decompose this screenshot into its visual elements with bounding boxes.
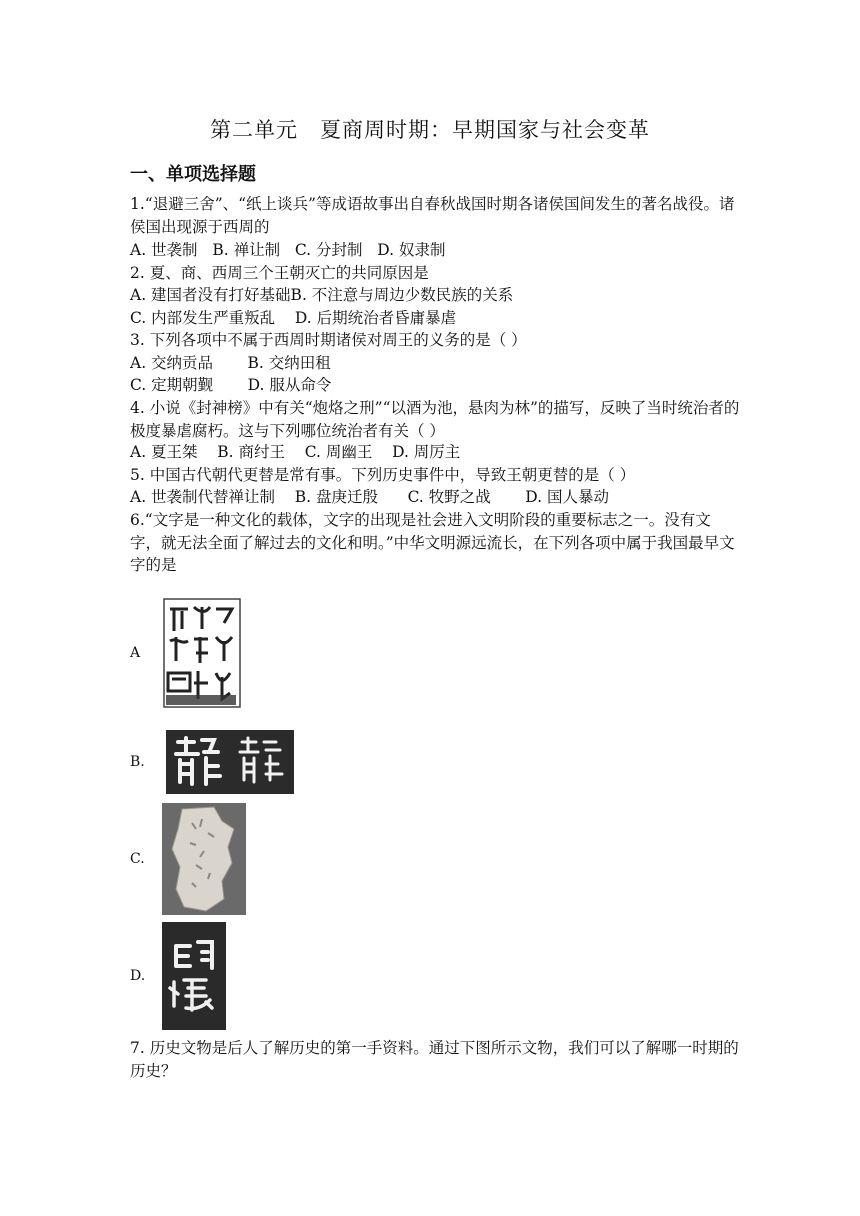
dragon-characters-image <box>166 730 294 794</box>
image-option-a <box>130 597 242 709</box>
oracle-bone-image <box>162 803 246 915</box>
image-option-label: D. <box>130 968 146 984</box>
question-2-stem: 2. 夏、商、西周三个王朝灭亡的共同原因是 <box>130 264 429 282</box>
image-option-d <box>130 922 226 1030</box>
image-option-label: C. <box>130 851 145 867</box>
question-4-options: A. 夏王桀 B. 商纣王 C. 周幽王 D. 周厉主 <box>130 443 461 461</box>
page-title: 第二单元 夏商周时期：早期国家与社会变革 <box>210 118 650 142</box>
question-3-options-line1: A. 交纳贡品 B. 交纳田租 <box>130 354 331 372</box>
question-3-stem: 3. 下列各项中不属于西周时期诸侯对周王的义务的是（ ） <box>130 331 527 349</box>
question-6-stem: 6.“文字是一种文化的载体，文字的出现是社会进入文明阶段的重要标志之一。没有文字，就无法全面了解过去的文化和明。”中华文明源远流长，在下列各项中属于我国最早文字的是 <box>130 511 735 574</box>
question-2-options-line1: A. 建国者没有打好基础B. 不注意与周边少数民族的关系 <box>130 286 514 304</box>
image-option-c <box>130 803 246 915</box>
question-5-stem: 5. 中国古代朝代更替是常有事。下列历史事件中，导致王朝更替的是（ ） <box>130 466 636 484</box>
seal-script-image <box>162 597 242 709</box>
section-heading: 一、单项选择题 <box>130 164 256 185</box>
calligraphy-image <box>162 922 226 1030</box>
question-5-options: A. 世袭制代替禅让制 B. 盘庚迁殷 C. 牧野之战 D. 国人暴动 <box>130 488 609 506</box>
question-1-stem: 1.“退避三舍”、“纸上谈兵”等成语故事出自春秋战国时期各诸侯国间发生的著名战役。诸侯国出现源于西周的 <box>130 195 735 236</box>
image-option-b <box>130 730 294 794</box>
image-option-label: A <box>130 645 141 661</box>
image-option-label: B. <box>130 754 145 770</box>
question-3-options-line2: C. 定期朝觐 D. 服从命令 <box>130 376 332 394</box>
question-7-stem: 7. 历史文物是后人了解历史的第一手资料。通过下图所示文物，我们可以了解哪一时期的历史？ <box>130 1039 739 1080</box>
question-1-options: A. 世袭制 B. 禅让制 C. 分封制 D. 奴隶制 <box>130 241 446 259</box>
question-4-stem: 4. 小说《封神榜》中有关“炮烙之刑”“以酒为池，悬肉为林”的描写，反映了当时统治者的极度暴虐腐朽。这与下列哪位统治者有关（ ） <box>130 399 740 440</box>
question-2-options-line2: C. 内部发生严重叛乱 D. 后期统治者昏庸暴虐 <box>130 309 457 327</box>
